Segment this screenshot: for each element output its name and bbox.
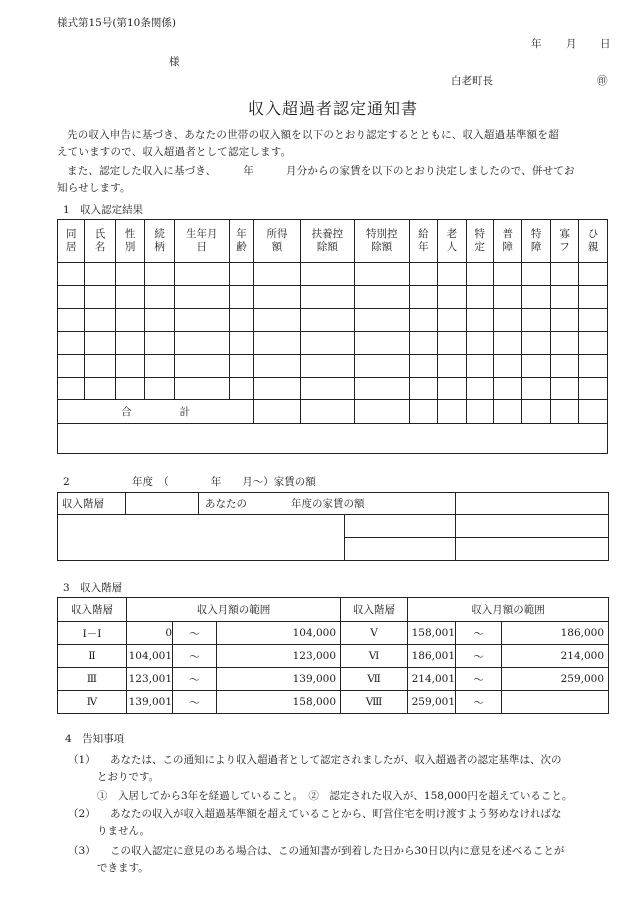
income-result-table [57,219,608,454]
col-header: 続 柄 [145,220,174,263]
rent-year-label: 年度の家賃の額 [291,498,365,510]
table-row [58,263,608,286]
intro-line-1: 先の収入申告に基づき、あなたの世帯の収入額を以下のとおり認定するとともに、収入超過基準額を超 [67,129,559,141]
issuer-name: 白老町長 [451,75,493,87]
col-header: 特 障 [522,220,550,263]
notice-1-line-1: あなたは、この通知により収入超過者として認定されましたが、収入超過者の認定基準は、次の [110,754,562,766]
col-header: 特別控 除額 [354,220,409,263]
table-row: Ⅱ 104,001 ～ 123,000 Ⅵ 186,001 ～ 214,000 [58,645,609,668]
table-row [58,286,608,309]
rent-paragraph [57,163,613,197]
total-row [58,400,608,424]
col-header: 年 齢 [229,220,253,263]
col-header: 老 人 [438,220,466,263]
notice-2-line-1: あなたの収入が収入超過基準額を超えていることから、町営住宅を明け渡すよう努めなければな [110,808,562,820]
notice-2-line-2: りません。 [97,825,151,837]
income-class-table [57,597,609,714]
rent-header [199,493,456,515]
intro-paragraph [57,127,613,161]
date-year-label: 年 [531,38,542,50]
total-label-1: 合 [121,406,132,418]
col-header: 生年月 日 [174,220,229,263]
col-header: 所得 額 [254,220,301,263]
class-header-left: 収入階層 [58,598,127,622]
date-day-label: 日 [600,38,611,50]
table-row: Ⅳ 139,001 ～ 158,000 Ⅷ 259,001 ～ [58,691,609,714]
section4-heading: 4 告知事項 [65,733,125,745]
class-header-right: 収入階層 [341,598,408,622]
table-row [58,424,608,454]
total-label-cell [58,400,254,424]
col-header: 扶養控 除額 [300,220,354,263]
table-row [58,332,608,355]
table-row: Ⅲ 123,001 ～ 139,000 Ⅶ 214,001 ～ 259,000 [58,668,609,691]
col-header: 性 別 [115,220,144,263]
total-label-2: 計 [179,406,191,418]
section1-heading: 1 収入認定結果 [63,204,144,216]
table-header-row [58,220,608,263]
notice-2-label: （2） [68,808,96,820]
notice-1-line-2: とおりです。 [97,771,160,783]
addressee-suffix: 様 [169,56,180,68]
col-header: 特 定 [466,220,493,263]
table-row [58,355,608,378]
col-header: 氏 名 [85,220,115,263]
section3-heading: 3 収入階層 [63,582,123,594]
col-header: 同 居 [58,220,85,263]
rent-line-2: 知らせします。 [57,182,131,194]
rent-line-1: また、認定した収入に基づき、 年 月分からの家賃を以下のとおり決定しましたので、併せてお [67,165,575,177]
table-row [58,309,608,332]
seal-mark: ㊞ [597,75,608,87]
section2-heading-number: 2 [63,476,70,488]
your-label: あなたの [205,498,247,510]
notice-3-line-2: できます。 [97,862,149,874]
table-row [58,378,608,400]
col-header: ひ 親 [579,220,608,263]
income-class-value [126,493,199,515]
range-header-right: 収入月額の範囲 [408,598,609,622]
notice-1-label: （1） [68,754,96,766]
class-table-header [58,598,609,622]
col-header: 給 年 [409,220,437,263]
range-header-left: 収入月額の範囲 [127,598,341,622]
rent-blank-cell [456,493,609,515]
form-number: 様式第15号(第10条関係) [57,17,176,29]
notice-1-criteria: ① 入居してから3年を経過していること。 ② 認定された収入が、158,000円を超えていること。 [97,790,573,802]
intro-line-2: えていますので、収入超過者として認定します。 [57,146,292,158]
col-header: 寡 フ [550,220,578,263]
rent-detail-cell [58,515,345,561]
income-class-header: 収入階層 [58,493,126,515]
section2-heading: 年度 （ 年 月～）家賃の額 [132,476,316,488]
notice-3-label: （3） [68,845,96,857]
rent-table [57,492,609,561]
notice-3-line-1: この収入認定に意見のある場合は、この通知書が到着した日から30日以内に意見を述べることが [110,845,565,857]
document-title: 収入超過者認定通知書 [248,99,419,118]
rent-table-header-row [58,493,609,515]
col-header: 普 障 [494,220,522,263]
date-month-label: 月 [566,38,577,50]
table-row: Ⅰ－Ⅰ 0 ～ 104,000 Ⅴ 158,001 ～ 186,000 [58,622,609,645]
